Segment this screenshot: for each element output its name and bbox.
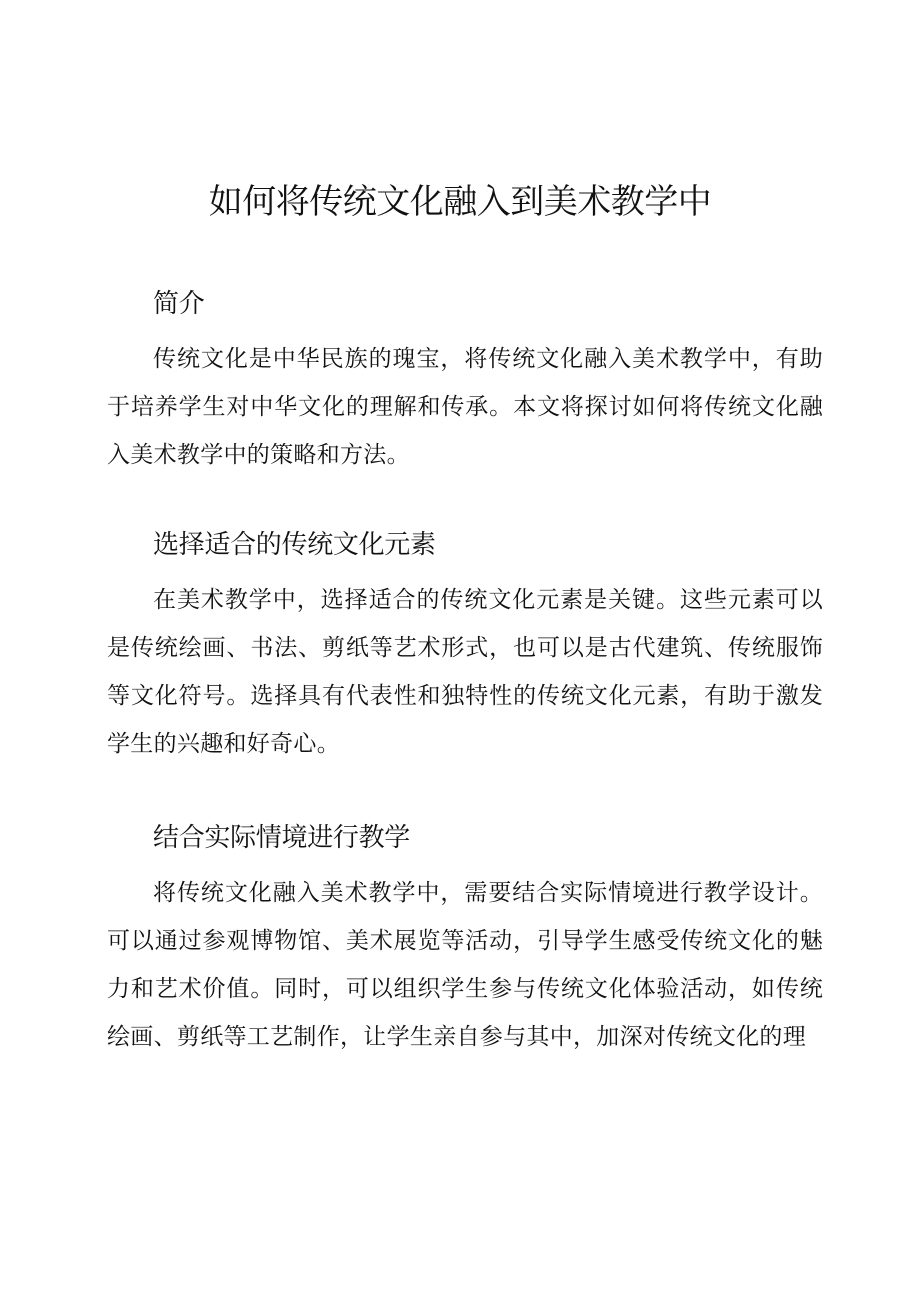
section-heading: 结合实际情境进行教学 xyxy=(153,823,411,853)
section-heading: 简介 xyxy=(153,289,205,319)
section-paragraph: 将传统文化融入美术教学中，需要结合实际情境进行教学设计。可以通过参观博物馆、美术展览等活动，引导学生感受传统文化的魅力和艺术价值。同时，可以组织学生参与传统文化体验活动，如传统绘画、剪纸等工艺制作，让学生亲自参与其中，加深对传统文化的理 xyxy=(107,880,823,1050)
section-introduction xyxy=(107,284,823,479)
document-title: 如何将传统文化融入到美术教学中 xyxy=(208,182,712,222)
section-paragraph: 在美术教学中，选择适合的传统文化元素是关键。这些元素可以是传统绘画、书法、剪纸等艺术形式，也可以是古代建筑、传统服饰等文化符号。选择具有代表性和独特性的传统文化元素，有助于激发学生的兴趣和好奇心。 xyxy=(107,587,823,757)
section-heading: 选择适合的传统文化元素 xyxy=(153,530,436,560)
section-choose-elements xyxy=(107,525,823,768)
section-real-context-teaching xyxy=(107,818,823,1061)
section-paragraph: 传统文化是中华民族的瑰宝，将传统文化融入美术教学中，有助于培养学生对中华文化的理解和传承。本文将探讨如何将传统文化融入美术教学中的策略和方法。 xyxy=(107,346,823,468)
